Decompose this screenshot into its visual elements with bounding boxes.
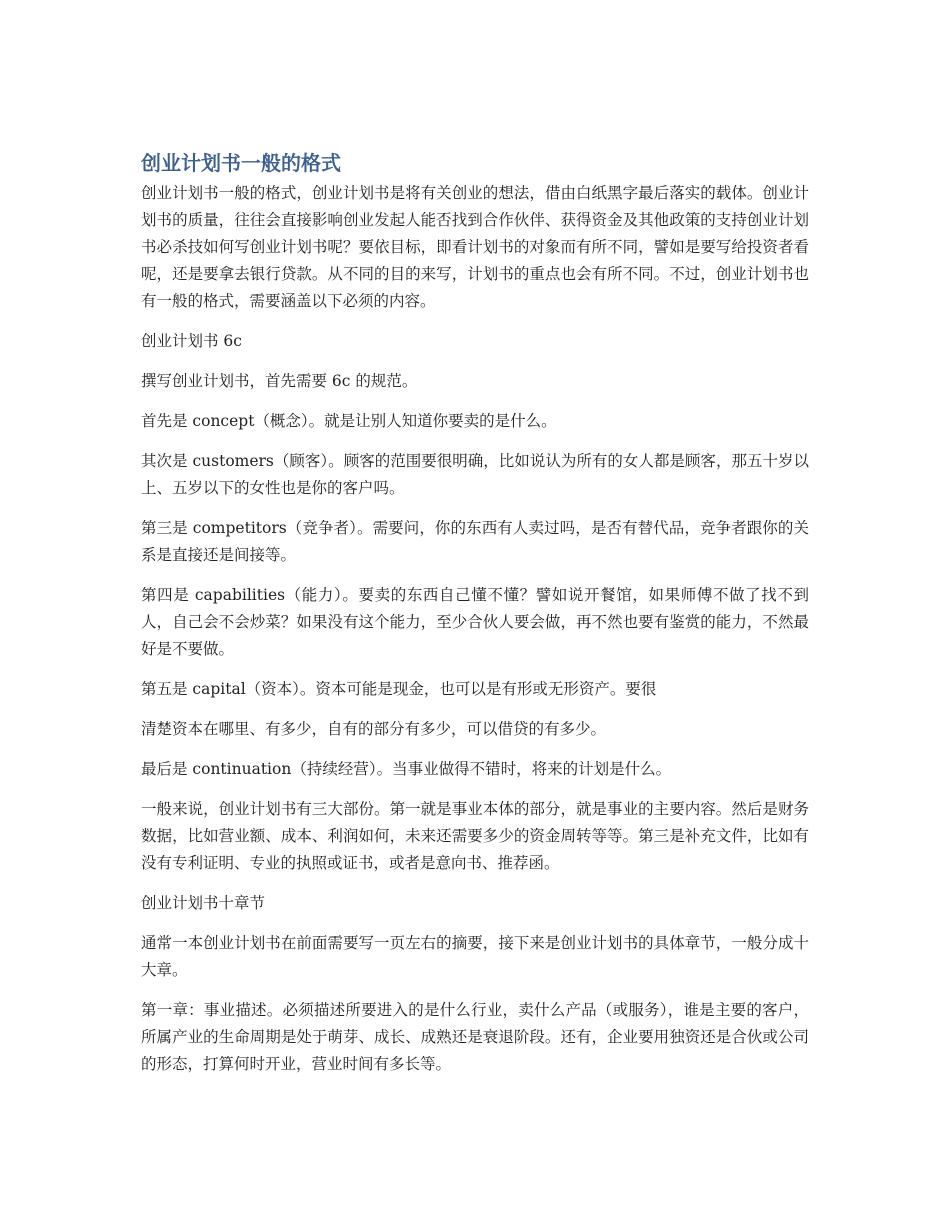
document-title: 创业计划书一般的格式 [141,151,341,175]
paragraph-chapter-one: 第一章：事业描述。必须描述所要进入的是什么行业，卖什么产品（或服务），谁是主要的客户，所属产业的生命周期是处于萌芽、成长、成熟还是衰退阶段。还有，企业要用独资还是合伙或公司的形态，打算何时开业，营业时间有多长等。 [141,1001,809,1073]
section-heading-ten-chapters: 创业计划书十章节 [141,894,266,912]
section-heading-6c: 创业计划书 6c [141,332,242,350]
paragraph-three-parts: 一般来说，创业计划书有三大部份。第一就是事业本体的部分，就是事业的主要内容。然后是财务数据，比如营业额、成本、利润如何，未来还需要多少的资金周转等等。第三是补充文件，比如有没有专利证明、专业的执照或证书，或者是意向书、推荐函。 [141,800,809,872]
paragraph-capabilities: 第四是 capabilities（能力）。要卖的东西自己懂不懂？譬如说开餐馆，如果师傅不做了找不到人，自己会不会炒菜？如果没有这个能力，至少合伙人要会做，再不然也要有鉴赏的能力，不然最好是不要做。 [141,586,809,658]
paragraph-customers: 其次是 customers（顾客）。顾客的范围要很明确，比如说认为所有的女人都是顾客，那五十岁以上、五岁以下的女性也是你的客户吗。 [141,452,809,497]
paragraph-capital-continued: 清楚资本在哪里、有多少，自有的部分有多少，可以借贷的有多少。 [141,720,607,738]
paragraph-capital: 第五是 capital（资本）。资本可能是现金，也可以是有形或无形资产。要很 [141,680,657,698]
paragraph-intro: 创业计划书一般的格式，创业计划书是将有关创业的想法，借由白纸黑字最后落实的载体。创业计划书的质量，往往会直接影响创业发起人能否找到合作伙伴、获得资金及其他政策的支持创业计划书必杀技如何写创业计划书呢？要依目标，即看计划书的对象而有所不同，譬如是要写给投资者看呢，还是要拿去银行贷款。从不同的目的来写，计划书的重点也会有所不同。不过，创业计划书也有一般的格式，需要涵盖以下必须的内容。 [141,184,809,310]
paragraph-concept: 首先是 concept（概念）。就是让别人知道你要卖的是什么。 [141,412,557,430]
paragraph-continuation: 最后是 continuation（持续经营）。当事业做得不错时，将来的计划是什么。 [141,760,672,778]
paragraph-6c-intro: 撰写创业计划书，首先需要 6c 的规范。 [141,372,418,390]
paragraph-summary: 通常一本创业计划书在前面需要写一页左右的摘要，接下来是创业计划书的具体章节，一般分成十大章。 [141,934,809,979]
document-page [141,148,809,1091]
paragraph-competitors: 第三是 competitors（竞争者）。需要问，你的东西有人卖过吗，是否有替代品，竞争者跟你的关系是直接还是间接等。 [141,519,809,564]
